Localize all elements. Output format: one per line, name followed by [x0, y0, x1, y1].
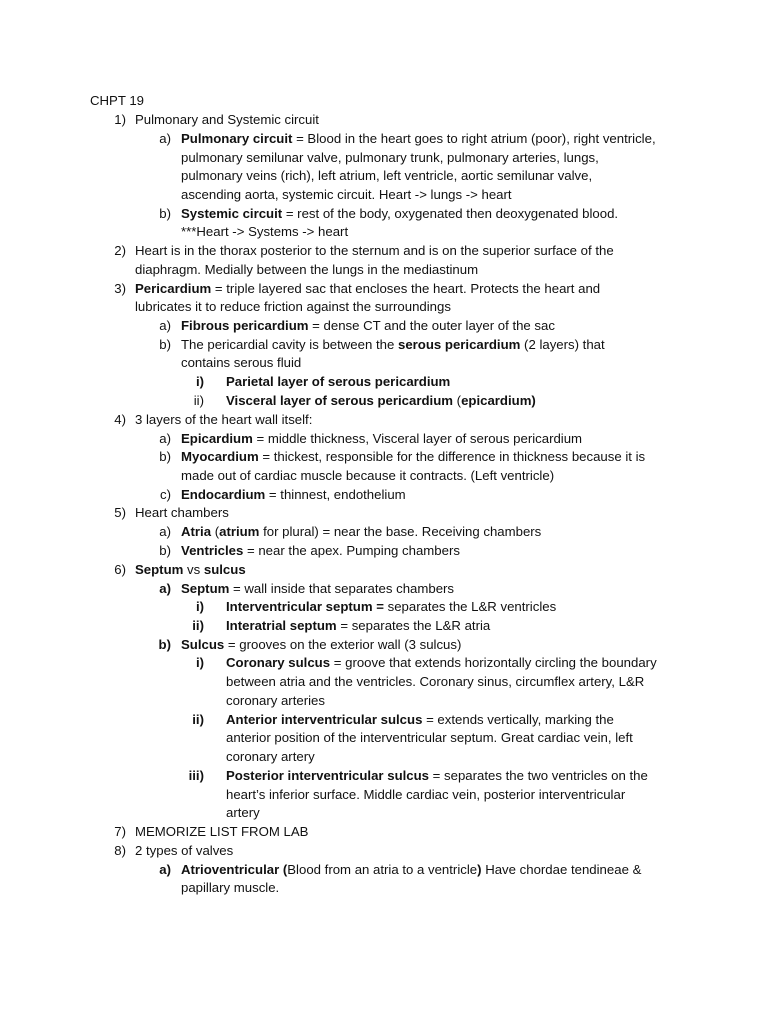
list-marker: a) [159, 524, 171, 539]
bold-term: Myocardium [181, 449, 259, 464]
list-item-text: between atria and the ventricles. Coronary sinus, circumflex artery, L&R [226, 674, 645, 689]
list-item-text: Heart is in the thorax posterior to the sternum and is on the superior surface of the [135, 243, 614, 258]
bold-term: Interatrial septum [226, 618, 337, 633]
bold-term: Sulcus [181, 637, 225, 652]
bold-term: Anterior interventricular sulcus [226, 712, 423, 727]
list-item-text: MEMORIZE LIST FROM LAB [135, 824, 309, 839]
bold-term: Fibrous pericardium [181, 318, 309, 333]
list-item-text: Sulcus = grooves on the exterior wall (3 sulcus) [181, 637, 462, 652]
list-marker: 7) [114, 824, 126, 839]
bold-term: Pulmonary circuit [181, 131, 293, 146]
bold-term: serous pericardium [397, 337, 521, 352]
list-marker: 6) [114, 562, 126, 577]
list-item-text: Anterior interventricular sulcus = extends vertically, marking the [226, 712, 614, 727]
list-item-text: Pulmonary circuit = Blood in the heart goes to right atrium (poor), right ventricle, [181, 131, 656, 146]
list-item-text: Interventricular septum = separates the L&R ventricles [226, 599, 557, 614]
list-item-text: Interatrial septum = separates the L&R atria [226, 618, 491, 633]
list-item-text: Endocardium = thinnest, endothelium [181, 487, 406, 502]
list-marker: b) [159, 206, 171, 221]
bold-term: Atria [181, 524, 212, 539]
list-item-text: Pulmonary and Systemic circuit [135, 112, 319, 127]
bold-term: Ventricles [181, 543, 244, 558]
bold-term: Interventricular septum = [226, 599, 384, 614]
list-marker: c) [160, 487, 171, 502]
list-marker: a) [159, 318, 171, 333]
list-item-text: The pericardial cavity is between the serous pericardium (2 layers) that [181, 337, 605, 352]
list-item-text: Atrioventricular (Blood from an atria to a ventricle) Have chordae tendineae & [181, 862, 642, 877]
list-item-text: anterior position of the interventricular septum. Great cardiac vein, left [226, 730, 633, 745]
list-item-text: Heart chambers [135, 505, 229, 520]
list-marker: ii) [192, 712, 204, 727]
list-marker: b) [158, 637, 171, 652]
list-item-text: made out of cardiac muscle because it contracts. (Left ventricle) [181, 468, 555, 483]
list-item-text: Atria (atrium for plural) = near the base. Receiving chambers [181, 524, 542, 539]
list-marker: iii) [188, 768, 204, 783]
list-item-text: papillary muscle. [181, 880, 280, 895]
list-item-text: 3 layers of the heart wall itself: [135, 412, 313, 427]
list-marker: b) [159, 543, 171, 558]
bold-term: Posterior interventricular sulcus [226, 768, 430, 783]
bold-term: Pericardium [135, 281, 212, 296]
list-marker: b) [159, 337, 171, 352]
bold-term: Coronary sulcus [226, 655, 331, 670]
list-marker: 8) [114, 843, 126, 858]
list-item-text: Posterior interventricular sulcus = separates the two ventricles on the [226, 768, 648, 783]
bold-term: Septum [181, 581, 230, 596]
list-item-text: coronary artery [226, 749, 315, 764]
list-item-text: Systemic circuit = rest of the body, oxygenated then deoxygenated blood. [181, 206, 619, 221]
list-marker: ii) [193, 393, 204, 408]
list-item-text: Fibrous pericardium = dense CT and the outer layer of the sac [181, 318, 555, 333]
list-item-text: Septum = wall inside that separates chambers [181, 581, 455, 596]
list-item-text: heart’s inferior surface. Middle cardiac vein, posterior interventricular [226, 787, 626, 802]
list-marker: b) [159, 449, 171, 464]
list-item-text: Coronary sulcus = groove that extends horizontally circling the boundary [226, 655, 657, 670]
list-item-text: pulmonary veins (rich), left atrium, left ventricle, aortic semilunar valve, [181, 168, 593, 183]
list-item-text: Visceral layer of serous pericardium (epicardium) [226, 393, 536, 408]
list-marker: i) [195, 374, 204, 389]
list-item-text: Parietal layer of serous pericardium [226, 374, 451, 389]
list-item-text: 2 types of valves [135, 843, 234, 858]
list-marker: i) [195, 599, 204, 614]
list-item-text: Pericardium = triple layered sac that encloses the heart. Protects the heart and [135, 281, 601, 296]
bold-term: Systemic circuit [181, 206, 283, 221]
list-marker: 4) [114, 412, 126, 427]
list-item-text: diaphragm. Medially between the lungs in the mediastinum [135, 262, 479, 277]
list-marker: a) [159, 862, 171, 877]
bold-term: Endocardium [181, 487, 266, 502]
list-item-text: Myocardium = thickest, responsible for the difference in thickness because it is [181, 449, 646, 464]
list-item-text: contains serous fluid [181, 355, 302, 370]
list-item-text: Septum vs sulcus [135, 562, 246, 577]
list-item-text: ***Heart -> Systems -> heart [181, 224, 349, 239]
chapter-heading: CHPT 19 [90, 93, 144, 108]
list-marker: 1) [114, 112, 126, 127]
list-item-text: Ventricles = near the apex. Pumping chambers [181, 543, 460, 558]
list-item-text: artery [226, 805, 260, 820]
list-marker: a) [159, 131, 171, 146]
list-item-text: pulmonary semilunar valve, pulmonary trunk, pulmonary arteries, lungs, [181, 150, 599, 165]
bold-term: Atrioventricular ( [181, 862, 288, 877]
list-marker: ii) [192, 618, 204, 633]
list-marker: 3) [114, 281, 126, 296]
list-item-text: coronary arteries [226, 693, 325, 708]
list-marker: 2) [114, 243, 126, 258]
list-item-text: Epicardium = middle thickness, Visceral layer of serous pericardium [181, 431, 583, 446]
list-marker: a) [159, 581, 171, 596]
list-item-text: ascending aorta, systemic circuit. Heart -> lungs -> heart [181, 187, 512, 202]
list-item-text: lubricates it to reduce friction against the surroundings [135, 299, 451, 314]
list-marker: a) [159, 431, 171, 446]
bold-term: Epicardium [181, 431, 253, 446]
list-marker: i) [195, 655, 204, 670]
list-marker: 5) [114, 505, 126, 520]
